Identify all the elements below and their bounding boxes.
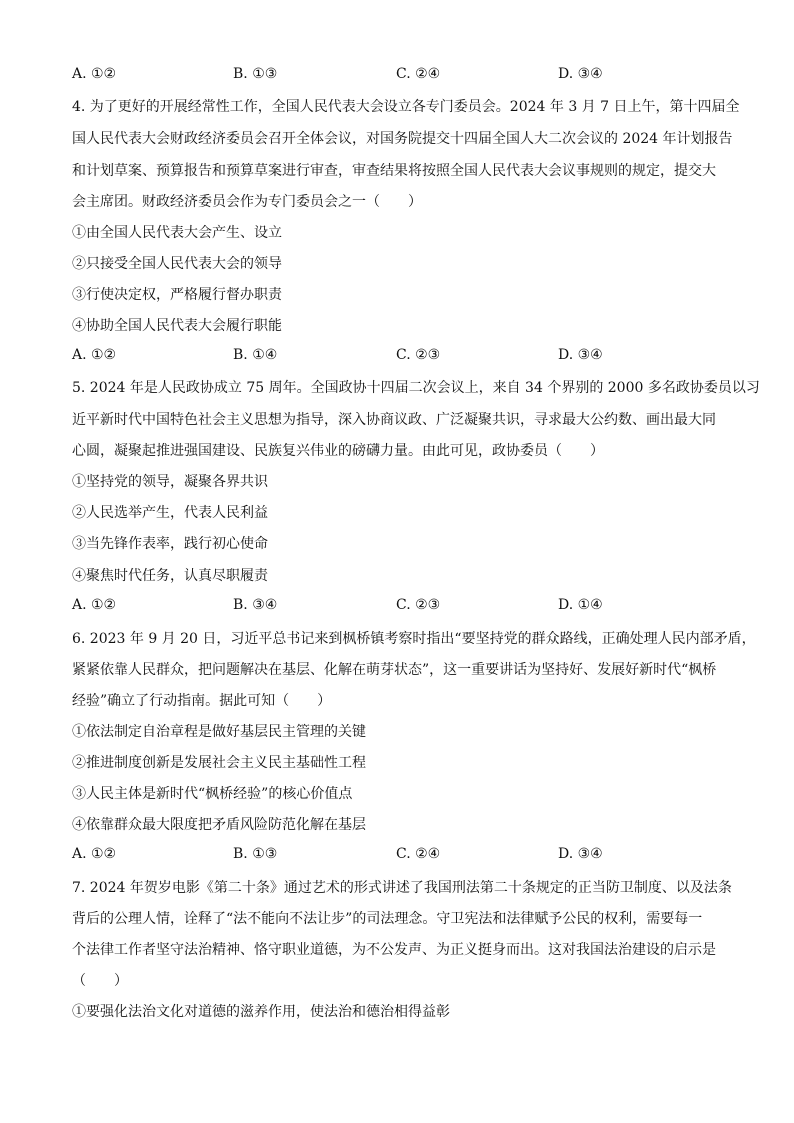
q6-option-a: A. ①② bbox=[72, 846, 117, 862]
q4-option-c: C. ②③ bbox=[396, 347, 441, 363]
q4-item-3: ③行使决定权，严格履行督办职责 bbox=[72, 287, 282, 303]
q7-stem-line-4: （ ） bbox=[72, 973, 128, 989]
q7-item-1: ①要强化法治文化对道德的滋养作用，使法治和德治相得益彰 bbox=[72, 1004, 450, 1020]
q5-item-1: ①坚持党的领导，凝聚各界共识 bbox=[72, 474, 268, 490]
q4-options bbox=[72, 347, 732, 367]
q3-option-b: B. ①③ bbox=[233, 66, 278, 82]
q4-item-1: ①由全国人民代表大会产生、设立 bbox=[72, 225, 282, 241]
q6-option-b: B. ①③ bbox=[233, 846, 278, 862]
q6-stem-line-1: 6. 2023 年 9 月 20 日，习近平总书记来到枫桥镇考察时指出“要坚持党的群众路线，正确处理人民内部矛盾， bbox=[72, 631, 756, 647]
q4-stem-line-2: 国人民代表大会财政经济委员会召开全体会议，对国务院提交十四届全国人大二次会议的 2024 年计划报告 bbox=[72, 131, 733, 147]
q5-option-b: B. ③④ bbox=[233, 597, 278, 613]
q5-stem-line-1: 5. 2024 年是人民政协成立 75 周年。全国政协十四届二次会议上，来自 34 个界别的 2000 多名政协委员以习 bbox=[72, 380, 760, 396]
q7-stem-line-2: 背后的公理人情，诠释了“法不能向不法让步”的司法理念。守卫宪法和法律赋予公民的权利，需要每一 bbox=[72, 911, 703, 927]
q4-stem-line-3: 和计划草案、预算报告和预算草案进行审查，审查结果将按照全国人民代表大会议事规则的规定，提交大 bbox=[72, 163, 716, 179]
q4-stem-line-1: 4. 为了更好的开展经常性工作，全国人民代表大会设立各专门委员会。2024 年 3 月 7 日上午，第十四届全 bbox=[72, 99, 740, 115]
q5-stem-line-3: 心圆，凝聚起推进强国建设、民族复兴伟业的磅礴力量。由此可见，政协委员（ ） bbox=[72, 443, 604, 459]
q5-option-d: D. ①④ bbox=[558, 597, 603, 613]
q7-stem-line-3: 个法律工作者坚守法治精神、恪守职业道德，为不公发声、为正义挺身而出。这对我国法治建设的启示是 bbox=[72, 942, 716, 958]
q3-option-a: A. ①② bbox=[72, 66, 117, 82]
q3-options bbox=[72, 66, 732, 86]
q6-item-4: ④依靠群众最大限度把矛盾风险防范化解在基层 bbox=[72, 817, 366, 833]
q5-option-c: C. ②③ bbox=[396, 597, 441, 613]
q5-option-a: A. ①② bbox=[72, 597, 117, 613]
q5-item-4: ④聚焦时代任务，认真尽职履责 bbox=[72, 568, 268, 584]
q5-stem-line-2: 近平新时代中国特色社会主义思想为指导，深入协商议政、广泛凝聚共识，寻求最大公约数、画出最大同 bbox=[72, 412, 716, 428]
q6-item-2: ②推进制度创新是发展社会主义民主基础性工程 bbox=[72, 755, 366, 771]
q4-option-a: A. ①② bbox=[72, 347, 117, 363]
q6-item-3: ③人民主体是新时代“枫桥经验”的核心价值点 bbox=[72, 786, 353, 802]
q3-option-c: C. ②④ bbox=[396, 66, 441, 82]
q4-stem-line-4: 会主席团。财政经济委员会作为专门委员会之一（ ） bbox=[72, 194, 422, 210]
q6-option-d: D. ③④ bbox=[558, 846, 603, 862]
q6-item-1: ①依法制定自治章程是做好基层民主管理的关键 bbox=[72, 724, 366, 740]
q4-option-d: D. ③④ bbox=[558, 347, 603, 363]
q7-stem-line-1: 7. 2024 年贺岁电影《第二十条》通过艺术的形式讲述了我国刑法第二十条规定的正当防卫制度、以及法条 bbox=[72, 880, 732, 896]
q6-options bbox=[72, 846, 732, 866]
q4-option-b: B. ①④ bbox=[233, 347, 278, 363]
q5-item-2: ②人民选举产生，代表人民利益 bbox=[72, 505, 268, 521]
q6-stem-line-2: 紧紧依靠人民群众，把问题解决在基层、化解在萌芽状态”，这一重要讲话为坚持好、发展好新时代“枫桥 bbox=[72, 662, 717, 678]
q4-item-4: ④协助全国人民代表大会履行职能 bbox=[72, 318, 282, 334]
q5-item-3: ③当先锋作表率，践行初心使命 bbox=[72, 536, 268, 552]
q3-option-d: D. ③④ bbox=[558, 66, 603, 82]
q6-option-c: C. ②④ bbox=[396, 846, 441, 862]
q5-options bbox=[72, 597, 732, 617]
q4-item-2: ②只接受全国人民代表大会的领导 bbox=[72, 256, 282, 272]
q6-stem-line-3: 经验”确立了行动指南。据此可知（ ） bbox=[72, 693, 332, 709]
